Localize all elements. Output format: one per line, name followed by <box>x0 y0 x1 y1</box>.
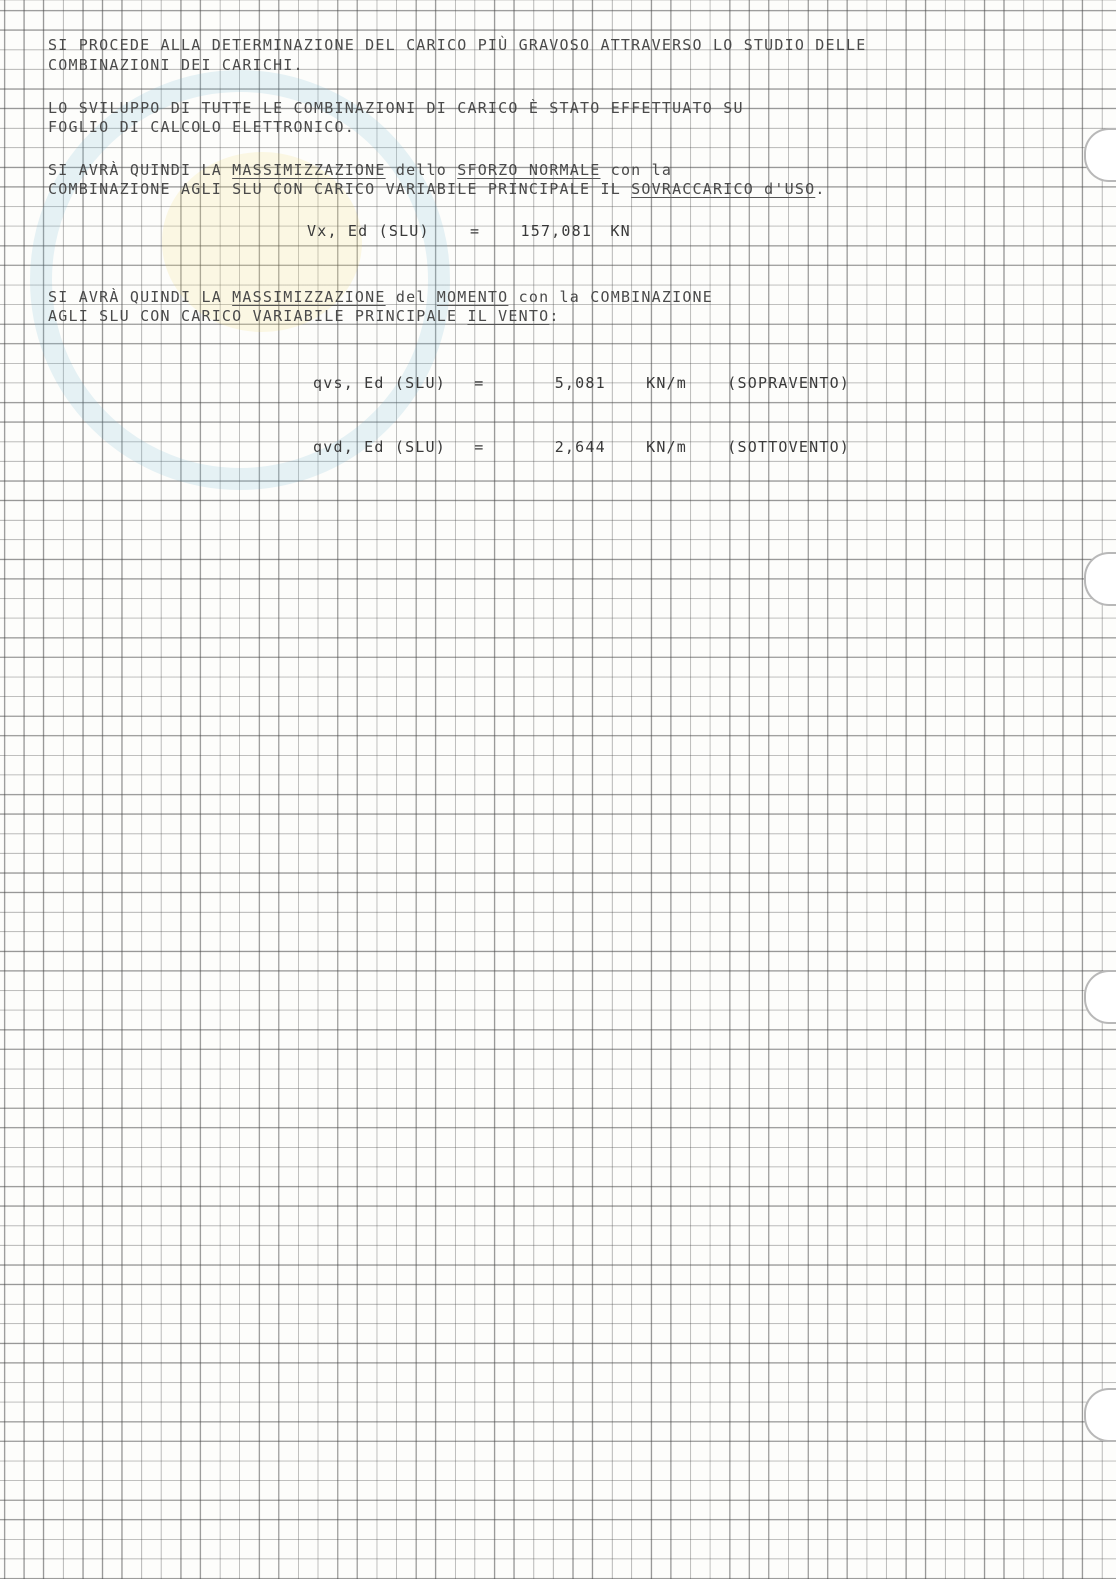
formula-qvd-note: (SOTTOVENTO) <box>727 438 851 456</box>
formula-qvs-symbol: qvs, Ed (SLU) <box>313 374 446 392</box>
formula-qvs-unit: KN/m <box>646 374 688 392</box>
formula-qvd-unit: KN/m <box>646 438 688 456</box>
formula-qvd-value: 2,644 <box>554 438 606 456</box>
formula-vx-symbol: Vx, Ed (SLU) <box>307 222 430 240</box>
paragraph-3-text-f: COMBINAZIONE AGLI SLU CON CARICO VARIABILE PRINCIPALE IL <box>48 180 632 198</box>
formula-qvs-value: 5,081 <box>554 374 606 392</box>
paragraph-3-keyword-massimizzazione: MASSIMIZZAZIONE <box>232 161 386 179</box>
formula-qvd-symbol: qvd, Ed (SLU) <box>313 438 446 456</box>
formula-qvs-row <box>313 374 850 392</box>
paragraph-2-line-2: FOGLIO DI CALCOLO ELETTRONICO. <box>48 118 355 136</box>
formula-qvs-equals: = <box>474 374 485 392</box>
paragraph-4-keyword-il-vento: IL VENTO <box>467 307 550 325</box>
paragraph-3-text-e: con la <box>600 161 673 179</box>
paragraph-3-keyword-sforzo-normale: SFORZO NORMALE <box>457 161 601 179</box>
formula-qvd-equals: = <box>474 438 485 456</box>
paragraph-2-line-1: LO SVILUPPO DI TUTTE LE COMBINAZIONI DI CARICO È STATO EFFETTUATO SU <box>48 99 744 117</box>
paragraph-4-text-c: del <box>385 288 437 306</box>
paragraph-4-text-f: AGLI SLU CON CARICO VARIABILE PRINCIPALE <box>48 307 468 325</box>
paragraph-1-line-1: SI PROCEDE ALLA DETERMINAZIONE DEL CARICO PIÙ GRAVOSO ATTRAVERSO LO STUDIO DELLE <box>48 36 867 54</box>
paragraph-1-line-2: COMBINAZIONI DEI CARICHI. <box>48 56 304 74</box>
paragraph-4-text-e: con la COMBINAZIONE <box>508 288 714 306</box>
formula-vx-unit: KN <box>610 222 631 240</box>
paragraph-3-keyword-sovraccarico: SOVRACCARICO d'USO <box>631 180 816 198</box>
paragraph-4-keyword-massimizzazione: MASSIMIZZAZIONE <box>232 288 386 306</box>
formula-vx-value: 157,081 <box>520 222 593 240</box>
paragraph-3-text-c: dello <box>385 161 458 179</box>
formula-qvd-row <box>313 438 850 456</box>
paragraph-4-text-g: : <box>549 307 560 325</box>
paragraph-4-line-1 <box>48 288 713 306</box>
paragraph-4-line-2 <box>48 307 560 325</box>
paragraph-3-line-2 <box>48 180 826 198</box>
paragraph-4-keyword-momento: MOMENTO <box>436 288 509 306</box>
formula-qvs-note: (SOPRAVENTO) <box>727 374 851 392</box>
paragraph-4-text-a: SI AVRÀ QUINDI LA <box>48 288 233 306</box>
formula-vx-equals: = <box>470 222 481 240</box>
formula-vx-row <box>307 222 631 240</box>
paragraph-3-text-a: SI AVRÀ QUINDI LA <box>48 161 233 179</box>
paragraph-3-text-g: . <box>815 180 826 198</box>
paragraph-3-line-1 <box>48 161 672 179</box>
